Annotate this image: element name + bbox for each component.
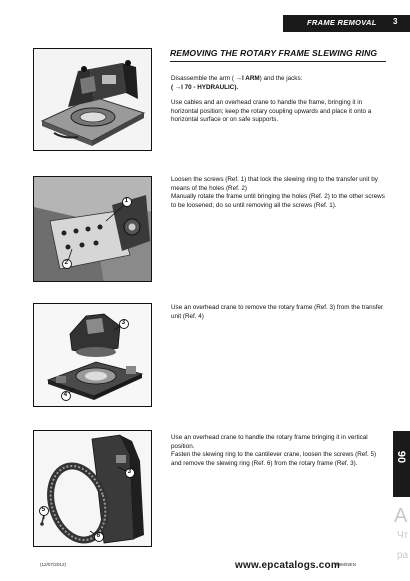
step-3-paragraph: Use an overhead crane to remove the rotary frame (Ref. 3) from the transfer unit (Ref. 4) <box>171 304 384 320</box>
step-2-text <box>171 176 385 210</box>
chapter-tab-number: 90 <box>395 450 408 464</box>
callout-ref-6: 6 <box>96 532 101 539</box>
step-1-prefix: Disassemble the arm ( <box>171 75 236 82</box>
callout-ref-3: 3 <box>121 319 126 326</box>
callout-ref-4: 4 <box>63 391 68 398</box>
footer-code: 89M/NEN <box>336 562 356 567</box>
header-bar <box>283 15 410 32</box>
step-2-paragraph-2: Manually rotate the frame until bringing the holes (Ref. 2) to the other screws to be loosened; do so until removing all the screws (Ref. 1). <box>171 193 385 209</box>
hydraulic-reference: ( →I 70 - HYDRAULIC). <box>171 83 239 91</box>
header-title: FRAME REMOVAL <box>307 18 377 27</box>
callouts-photo-2 <box>34 177 151 281</box>
callouts-photo-3 <box>34 304 151 406</box>
step-1-text <box>171 75 385 125</box>
photo-slewing-ring <box>33 430 152 547</box>
callout-ref-3b: 3 <box>127 468 132 475</box>
step-1-line-1 <box>171 75 385 84</box>
rotary-frame-illustration <box>34 49 151 150</box>
ghost-text-2: Чт <box>397 530 409 541</box>
footer-date: (12/07/2012) <box>40 562 67 567</box>
callout-ref-5: 5 <box>41 506 46 513</box>
photo-rotary-frame <box>33 48 152 151</box>
ghost-text-a: A <box>394 505 408 527</box>
step-1-suffix: ) and the jacks: <box>259 75 303 82</box>
callouts-photo-4 <box>34 431 151 546</box>
step-2-paragraph-1: Loosen the screws (Ref. 1) that lock the slewing ring to the transfer unit by means of the holes (Ref. 2) <box>171 176 378 192</box>
ghost-text-3: ра <box>397 550 409 561</box>
callout-ref-2: 2 <box>64 259 69 266</box>
watermark-link[interactable]: www.epcatalogs.com <box>235 560 340 571</box>
page-number: 3 <box>393 17 398 26</box>
photo-screws-holes <box>33 176 152 282</box>
step-1-paragraph: Use cables and an overhead crane to handle the frame, bringing it in horizontal position; keep the rotary coupling upwards and place it onto a horizontal surface or on safe supports. <box>171 99 372 124</box>
callout-ref-1: 1 <box>124 197 129 204</box>
chapter-tab <box>393 431 410 497</box>
photo-frame-removal <box>33 303 152 407</box>
step-3-text <box>171 304 385 321</box>
arm-reference: →I ARM <box>235 75 260 82</box>
step-4-paragraph-2: Fasten the slewing ring to the cantilever crane, loosen the screws (Ref. 5) and remove the slewing ring (Ref. 6) from the rotary frame (Ref. 3). <box>171 451 377 467</box>
title-divider <box>170 61 386 62</box>
step-4-text <box>171 434 385 468</box>
section-title: REMOVING THE ROTARY FRAME SLEWING RING <box>170 48 378 58</box>
step-4-paragraph-1: Use an overhead crane to handle the rotary frame bringing it in vertical position. <box>171 434 368 450</box>
